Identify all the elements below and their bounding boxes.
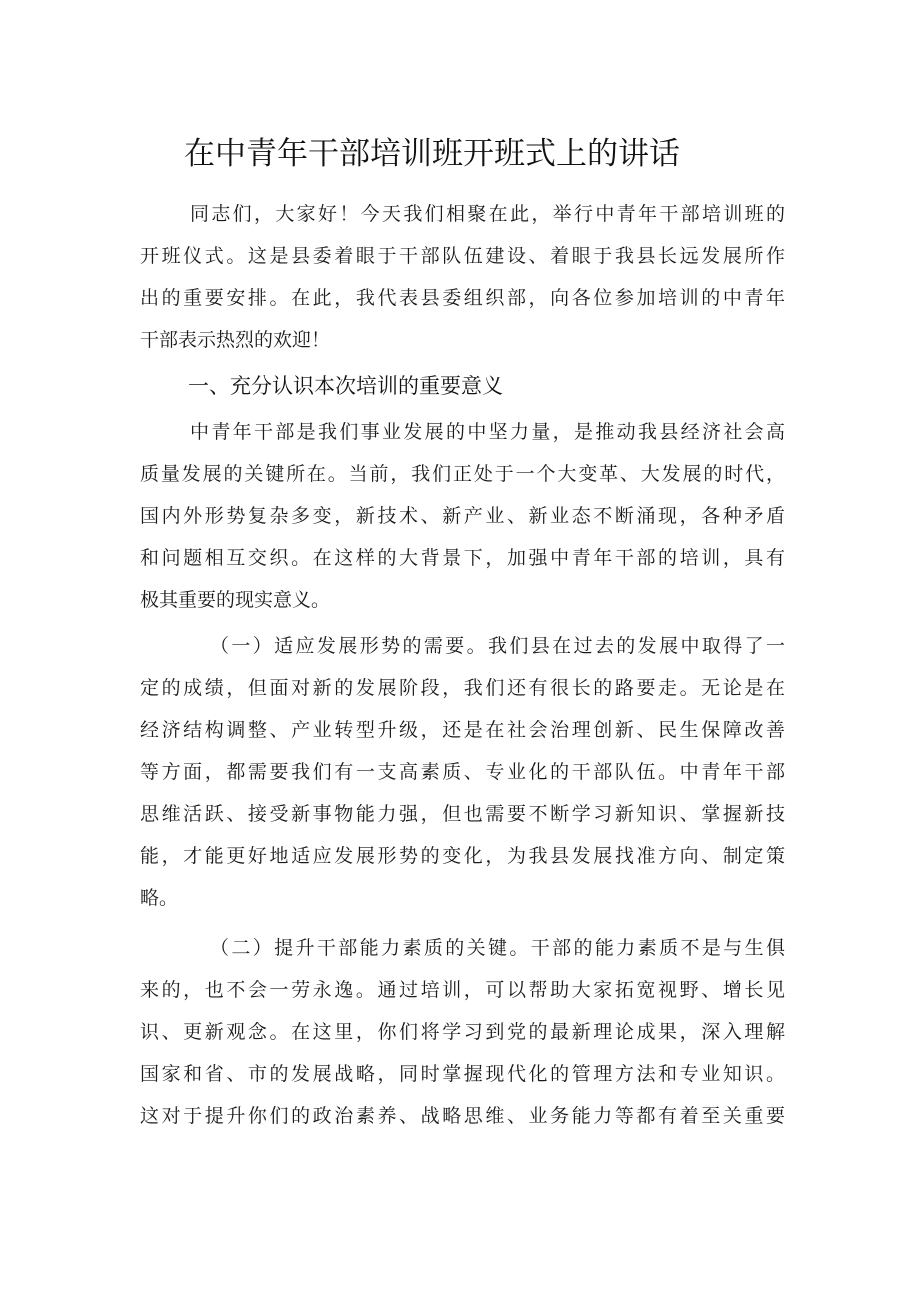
para1-line-3: 国内外形势复杂多变，新技术、新产业、新业态不断涌现，各种矛盾 [140,505,785,527]
para2-line-7: 略。 [140,887,179,909]
para3-line-3: 识、更新观念。在这里，你们将学习到党的最新理论成果，深入理解 [140,1021,785,1043]
intro-line-1: 同志们，大家好！今天我们相聚在此，举行中青年干部培训班的 [190,203,785,225]
para3-line-2: 来的，也不会一劳永逸。通过培训，可以帮助大家拓宽视野、增长见 [140,979,785,1001]
para2-line-6: 能，才能更好地适应发展形势的变化，为我县发展找准方向、制定策 [140,845,785,867]
document-title: 在中青年干部培训班开班式上的讲话 [184,136,680,172]
para2-line-1: （一）适应发展形势的需要。我们县在过去的发展中取得了一 [210,635,785,657]
para3-line-1: （二）提升干部能力素质的关键。干部的能力素质不是与生俱 [210,937,785,959]
intro-line-3: 出的重要安排。在此，我代表县委组织部，向各位参加培训的中青年 [140,287,785,309]
para1-line-1: 中青年干部是我们事业发展的中坚力量，是推动我县经济社会高 [190,421,785,443]
para3-line-5: 这对于提升你们的政治素养、战略思维、业务能力等都有着至关重要 [140,1105,785,1127]
intro-line-4: 干部表示热烈的欢迎！ [140,329,331,351]
para1-line-5: 极其重要的现实意义。 [140,589,331,611]
para1-line-4: 和问题相互交织。在这样的大背景下，加强中青年干部的培训，具有 [140,547,785,569]
para2-line-2: 定的成绩，但面对新的发展阶段，我们还有很长的路要走。无论是在 [140,677,785,699]
para2-line-5: 思维活跃、接受新事物能力强，但也需要不断学习新知识、掌握新技 [140,803,785,825]
intro-line-2: 开班仪式。这是县委着眼于干部队伍建设、着眼于我县长远发展所作 [140,245,785,267]
section-heading: 一、充分认识本次培训的重要意义 [188,374,503,398]
para3-line-4: 国家和省、市的发展战略，同时掌握现代化的管理方法和专业知识。 [140,1063,785,1085]
para2-line-4: 等方面，都需要我们有一支高素质、专业化的干部队伍。中青年干部 [140,761,785,783]
para2-line-3: 经济结构调整、产业转型升级，还是在社会治理创新、民生保障改善 [140,719,785,741]
para1-line-2: 质量发展的关键所在。当前，我们正处于一个大变革、大发展的时代， [140,463,785,485]
